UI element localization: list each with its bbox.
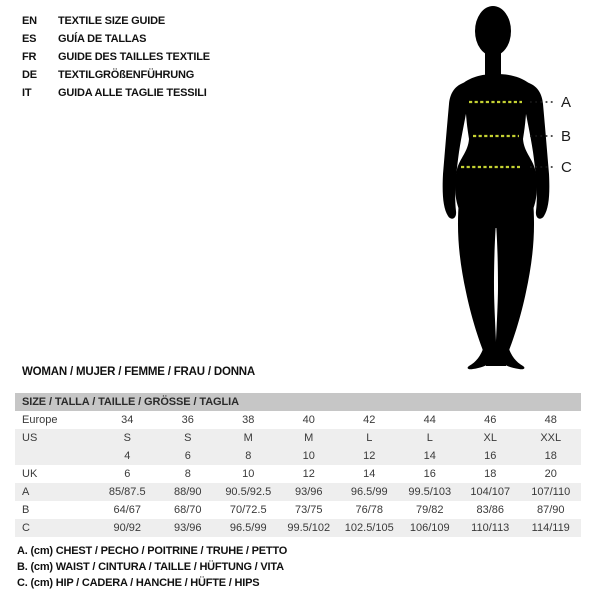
language-code: ES <box>22 33 37 45</box>
language-title: GUIDE DES TAILLES TEXTILE <box>58 51 210 63</box>
size-cell: 90/92 <box>113 522 142 534</box>
table-row <box>15 429 581 447</box>
size-cell: 8 <box>184 468 191 480</box>
language-code: DE <box>22 69 37 81</box>
size-cell: 6 <box>184 450 191 462</box>
size-cell: 93/96 <box>173 522 202 534</box>
row-label: B <box>22 504 30 516</box>
size-cell: L <box>426 432 433 444</box>
size-cell: S <box>123 432 131 444</box>
size-cell: 10 <box>242 468 255 480</box>
language-title: TEXTILE SIZE GUIDE <box>58 15 166 27</box>
size-cell: 104/107 <box>470 486 511 498</box>
size-cell: L <box>366 432 373 444</box>
size-cell: 48 <box>544 414 557 426</box>
size-cell: 44 <box>423 414 436 426</box>
table-row <box>15 447 581 465</box>
language-code: IT <box>22 87 32 99</box>
size-cell: 85/87.5 <box>108 486 146 498</box>
size-cell: 42 <box>363 414 376 426</box>
size-cell: 83/86 <box>476 504 505 516</box>
size-cell: 16 <box>423 468 436 480</box>
size-cell: 4 <box>124 450 131 462</box>
marker-label: B <box>561 128 572 145</box>
size-cell: 14 <box>423 450 436 462</box>
size-cell: 99.5/102 <box>287 522 331 534</box>
size-cell: 107/110 <box>531 486 571 498</box>
legend-line-hip: C. (cm) HIP / CADERA / HANCHE / HÜFTE / HIPS <box>17 577 260 589</box>
silhouette-right-leg <box>495 200 534 366</box>
table-row <box>15 501 581 519</box>
marker-label: C <box>561 159 572 176</box>
row-label: A <box>22 486 30 498</box>
size-cell: 46 <box>484 414 497 426</box>
measurement-legend <box>17 543 287 591</box>
size-cell: 36 <box>181 414 194 426</box>
size-cell: 110/113 <box>471 522 510 534</box>
size-cell: 40 <box>302 414 315 426</box>
size-cell: 18 <box>484 468 497 480</box>
size-cell: 68/70 <box>173 504 202 516</box>
woman-silhouette <box>443 6 550 369</box>
marker-label: A <box>561 94 572 111</box>
size-cell: 90.5/92.5 <box>225 486 272 498</box>
table-row <box>15 519 581 537</box>
size-table <box>15 393 581 537</box>
row-label: US <box>22 432 38 444</box>
size-cell: 8 <box>245 450 252 462</box>
size-cell: 20 <box>544 468 557 480</box>
section-title: WOMAN / MUJER / FEMME / FRAU / DONNA <box>22 366 256 378</box>
size-cell: 10 <box>302 450 315 462</box>
language-code: EN <box>22 15 37 27</box>
size-cell: M <box>304 432 314 444</box>
legend-line-chest: A. (cm) CHEST / PECHO / POITRINE / TRUHE / PETTO <box>17 545 288 557</box>
row-label: C <box>22 522 30 534</box>
size-cell: 93/96 <box>294 486 323 498</box>
size-cell: 87/90 <box>536 504 565 516</box>
legend-line-waist: B. (cm) WAIST / CINTURA / TAILLE / HÜFTUNG / VITA <box>17 561 284 573</box>
size-cell: 34 <box>121 414 134 426</box>
silhouette-left-leg <box>458 200 497 366</box>
size-cell: 73/75 <box>294 504 323 516</box>
size-cell: 14 <box>363 468 376 480</box>
size-cell: XXL <box>540 432 562 444</box>
language-code: FR <box>22 51 37 63</box>
size-cell: 64/67 <box>113 504 142 516</box>
size-cell: M <box>243 432 253 444</box>
row-label: UK <box>22 468 38 480</box>
size-cell: 16 <box>484 450 497 462</box>
size-cell: S <box>184 432 192 444</box>
table-row <box>15 483 581 501</box>
row-label: Europe <box>22 414 58 426</box>
size-cell: 38 <box>242 414 255 426</box>
silhouette-neck <box>485 40 501 76</box>
size-cell: 12 <box>302 468 315 480</box>
size-cell: 102.5/105 <box>344 522 394 534</box>
language-title: GUIDA ALLE TAGLIE TESSILI <box>58 87 207 99</box>
size-cell: 96.5/99 <box>229 522 267 534</box>
size-cell: 96.5/99 <box>350 486 388 498</box>
language-title: GUÍA DE TALLAS <box>58 33 147 45</box>
size-cell: 88/90 <box>173 486 202 498</box>
size-cell: 106/109 <box>409 522 450 534</box>
size-cell: 6 <box>124 468 131 480</box>
size-cell: 76/78 <box>355 504 384 516</box>
size-cell: XL <box>483 432 497 444</box>
table-row <box>15 411 581 429</box>
row-label <box>15 447 97 465</box>
size-cell: 99.5/103 <box>408 486 452 498</box>
size-cell: 12 <box>363 450 376 462</box>
size-cell: 70/72.5 <box>229 504 267 516</box>
size-cell: 18 <box>544 450 557 462</box>
size-cell: 79/82 <box>415 504 444 516</box>
table-row <box>15 465 581 483</box>
size-table-header: SIZE / TALLA / TAILLE / GRÖSSE / TAGLIA <box>15 393 581 411</box>
language-title: TEXTILGRÖßENFÜHRUNG <box>58 69 195 81</box>
size-cell: 114/119 <box>531 522 570 534</box>
